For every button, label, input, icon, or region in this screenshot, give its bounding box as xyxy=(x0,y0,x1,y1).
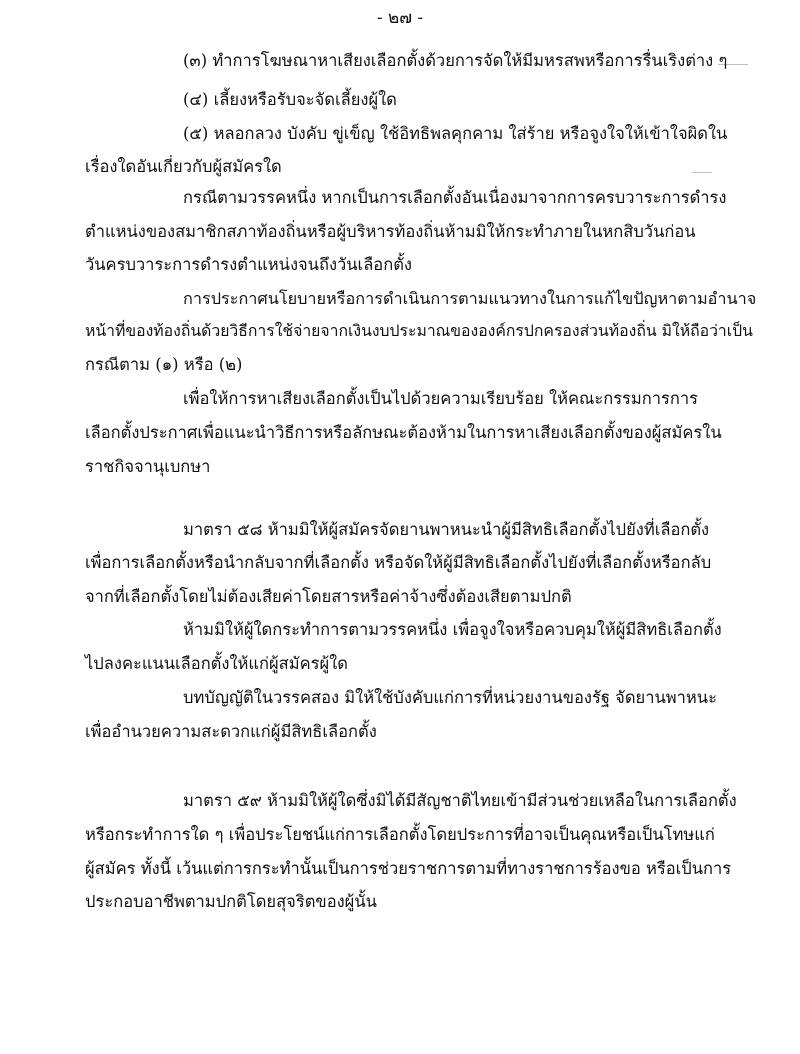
paragraph-policy-line-1: การประกาศนโยบายหรือการดำเนินการตามแนวทางในการแก้ไขปัญหาตามอำนาจ xyxy=(183,289,757,308)
paragraph-term-end-line-2: ตำแหน่งของสมาชิกสภาท้องถิ่นหรือผู้บริหารท้องถิ่นห้ามมิให้กระทำภายในหกสิบวันก่อน xyxy=(85,222,696,241)
paragraph-term-end-line-3: วันครบวาระการดำรงตำแหน่งจนถึงวันเลือกตั้ง xyxy=(85,255,412,274)
paragraph-term-end-line-1: กรณีตามวรรคหนึ่ง หากเป็นการเลือกตั้งอันเนื่องมาจากการครบวาระการดำรง xyxy=(183,188,727,207)
section-59-line-1: มาตรา ๕๙ ห้ามมิให้ผู้ใดซึ่งมิได้มีสัญชาติไทยเข้ามีส่วนช่วยเหลือในการเลือกตั้ง xyxy=(183,791,737,810)
list-item-3: (๓) ทำการโฆษณาหาเสียงเลือกตั้งด้วยการจัดให้มีมหรสพหรือการรื่นเริงต่าง ๆ xyxy=(183,51,728,70)
list-item-5-line-1: (๕) หลอกลวง บังคับ ขู่เข็ญ ใช้อิทธิพลคุกคาม ใส่ร้าย หรือจูงใจให้เข้าใจผิดใน xyxy=(183,124,728,143)
margin-mark xyxy=(692,172,712,173)
page-number: - ๒๗ - xyxy=(376,8,424,28)
section-58-para3-line-2: เพื่ออำนวยความสะดวกแก่ผู้มีสิทธิเลือกตั้ง xyxy=(85,722,377,741)
paragraph-commission-line-1: เพื่อให้การหาเสียงเลือกตั้งเป็นไปด้วยความเรียบร้อย ให้คณะกรรมการการ xyxy=(183,389,699,408)
section-58-para3-line-1: บทบัญญัติในวรรคสอง มิให้ใช้บังคับแก่การที่หน่วยงานของรัฐ จัดยานพาหนะ xyxy=(183,688,717,707)
paragraph-commission-line-3: ราชกิจจานุเบกษา xyxy=(85,457,211,476)
section-59-line-3: ผู้สมัคร ทั้งนี้ เว้นแต่การกระทำนั้นเป็นการช่วยราชการตามที่ทางราชการร้องขอ หรือเป็นการ xyxy=(85,859,732,878)
paragraph-policy-line-2: หน้าที่ของท้องถิ่นด้วยวิธีการใช้จ่ายจากเงินงบประมาณขององค์กรปกครองส่วนท้องถิ่น มิให้ถือว่าเป็น xyxy=(85,321,753,340)
section-58-para2-line-1: ห้ามมิให้ผู้ใดกระทำการตามวรรคหนึ่ง เพื่อจูงใจหรือควบคุมให้ผู้มีสิทธิเลือกตั้ง xyxy=(183,620,722,639)
section-58-para2-line-2: ไปลงคะแนนเลือกตั้งให้แก่ผู้สมัครผู้ใด xyxy=(85,654,348,673)
paragraph-policy-line-3: กรณีตาม (๑) หรือ (๒) xyxy=(85,355,243,374)
section-59-line-2: หรือกระทำการใด ๆ เพื่อประโยชน์แก่การเลือกตั้งโดยประการที่อาจเป็นคุณหรือเป็นโทษแก่ xyxy=(85,825,715,844)
paragraph-commission-line-2: เลือกตั้งประกาศเพื่อแนะนำวิธีการหรือลักษณะต้องห้ามในการหาเสียงเลือกตั้งของผู้สมัครใน xyxy=(85,423,722,442)
list-item-4: (๔) เลี้ยงหรือรับจะจัดเลี้ยงผู้ใด xyxy=(183,90,397,109)
section-58-line-2: เพื่อการเลือกตั้งหรือนำกลับจากที่เลือกตั้ง หรือจัดให้ผู้มีสิทธิเลือกตั้งไปยังที่เลือกตั้งหรือกลับ xyxy=(85,553,712,572)
section-58-line-1: มาตรา ๕๘ ห้ามมิให้ผู้สมัครจัดยานพาหนะนำผู้มีสิทธิเลือกตั้งไปยังที่เลือกตั้ง xyxy=(183,520,710,539)
section-58-line-3: จากที่เลือกตั้งโดยไม่ต้องเสียค่าโดยสารหรือค่าจ้างซึ่งต้องเสียตามปกติ xyxy=(85,587,572,606)
section-59-line-4: ประกอบอาชีพตามปกติโดยสุจริตของผู้นั้น xyxy=(85,892,377,911)
list-item-5-line-2: เรื่องใดอันเกี่ยวกับผู้สมัครใด xyxy=(85,157,282,176)
